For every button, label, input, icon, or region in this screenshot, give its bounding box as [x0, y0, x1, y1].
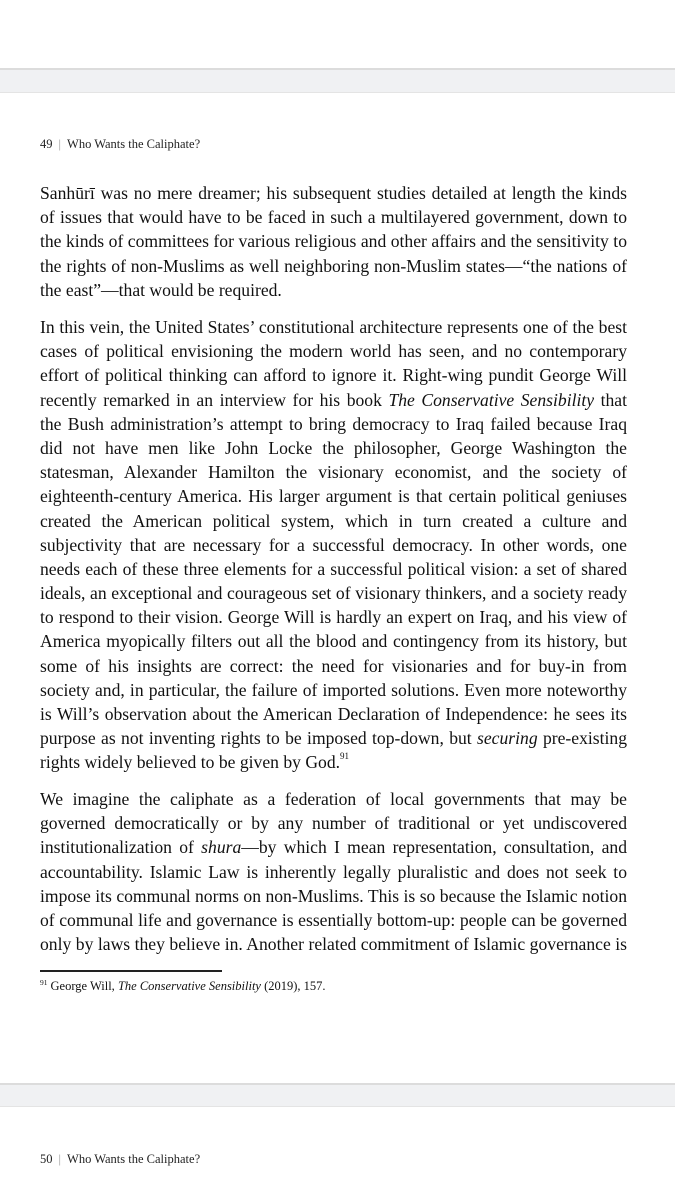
footnote-number: 91: [40, 978, 48, 987]
text-line: [40, 363, 627, 387]
text-segment: the east”—that would be required.: [40, 279, 282, 300]
text-segment: did not have men like John Locke the philosopher, George Washington the: [40, 437, 627, 458]
text-segment: We imagine the caliphate as a federation of local governments that may be: [40, 789, 627, 809]
italic-text: securing: [477, 728, 538, 749]
text-segment: is Will’s observation about the American Declaration of Independence: he sees its: [40, 704, 627, 724]
text-line: [40, 509, 627, 533]
text-segment: cases of political envisioning the modern world has seen, and no contemporary: [40, 341, 627, 362]
text-segment: the kinds of committees for various religious and other affairs and the sensitivity to: [40, 231, 627, 252]
text-segment: society and, in particular, the failure of imported solutions. Even more noteworthy: [40, 679, 627, 700]
text-segment: recently remarked in an interview for his book: [40, 389, 389, 410]
text-line: [40, 678, 627, 702]
text-segment: purpose as not inventing rights to be imposed top-down, but: [40, 728, 478, 749]
text-segment: created the American political system, which in turn created a culture and: [40, 510, 627, 531]
text-segment: the rights of non-Muslims as well neighboring non-Muslim states—“the nations of: [40, 255, 627, 276]
text-segment: of issues that would have to be faced in such a multilayered government, down to: [40, 207, 627, 228]
book-title: Who Wants the Caliphate?: [67, 137, 201, 151]
footnote-book-title: The Conservative Sensibility: [117, 979, 261, 993]
text-line: [40, 787, 627, 811]
footnote-reference: 91: [340, 751, 350, 762]
text-line: [40, 484, 627, 508]
text-line: [40, 436, 627, 460]
text-line: [40, 315, 627, 339]
paragraph-3: [40, 787, 627, 956]
text-segment: accountability. Islamic Law is inherently legally pluralistic and does not seek to: [40, 861, 627, 882]
footnote: [40, 979, 326, 994]
italic-text: The Conservative Sensibility: [388, 389, 595, 410]
text-line: [40, 605, 627, 629]
text-segment: statesman, Alexander Hamilton the visionary economist, and the society of: [40, 462, 627, 483]
page-number: 50: [40, 1152, 53, 1166]
text-segment: impose its communal norms on non-Muslims. This is so because the Islamic notion: [40, 885, 627, 906]
text-segment: —by which I mean representation, consultation, and: [241, 837, 627, 858]
text-line: [40, 581, 627, 605]
text-line: [40, 181, 627, 205]
running-header: [40, 137, 200, 152]
footnote-citation: (2019), 157.: [260, 979, 326, 993]
text-line: [40, 533, 627, 557]
running-header-next-page: [40, 1152, 200, 1167]
text-segment: effort of political thinking can afford to ignore it. Right-wing pundit George Will: [40, 365, 627, 386]
text-segment: of communal life and governance is essentially bottom-up: people can be governed: [40, 909, 627, 930]
text-line: [40, 750, 627, 774]
page-gap-top: [0, 68, 675, 93]
text-line: [40, 908, 627, 932]
footnote-divider: [40, 970, 222, 972]
header-separator: |: [58, 137, 62, 151]
text-line: [40, 557, 627, 581]
paragraph-2: [40, 315, 627, 775]
italic-text: shura: [201, 837, 242, 858]
text-segment: ideals, an exceptional and courageous set of visionary thinkers, and a society ready: [40, 583, 627, 604]
text-line: [40, 278, 627, 302]
text-line: [40, 860, 627, 884]
text-segment: to respond to their vision. George Will is hardly an expert on Iraq, and his view of: [40, 607, 627, 628]
text-line: [40, 932, 627, 956]
text-line: [40, 629, 627, 653]
text-line: [40, 339, 627, 363]
text-line: [40, 726, 627, 750]
text-segment: only by laws they believe in. Another related commitment of Islamic governance is: [40, 934, 627, 955]
header-separator: |: [58, 1152, 62, 1166]
text-line: [40, 460, 627, 484]
footnote-author: George Will,: [50, 979, 118, 993]
text-line: [40, 835, 627, 859]
page-gap-bottom: [0, 1083, 675, 1107]
text-segment: Sanhūrī was no mere dreamer; his subsequent studies detailed at length the kinds: [40, 183, 627, 203]
text-line: [40, 254, 627, 278]
text-line: [40, 811, 627, 835]
text-segment: needs each of these three elements for a successful political vision: a set of shared: [40, 558, 627, 579]
book-title: Who Wants the Caliphate?: [67, 1152, 201, 1166]
text-segment: subjectivity that are necessary for a successful democracy. In other words, one: [40, 534, 627, 555]
text-segment: institutionalization of: [40, 837, 202, 858]
text-line: [40, 702, 627, 726]
text-segment: America myopically filters out all the blood and contingency from its history, but: [40, 631, 627, 652]
text-line: [40, 205, 627, 229]
text-line: [40, 654, 627, 678]
text-segment: In this vein, the United States’ constitutional architecture represents one of the best: [40, 317, 627, 337]
text-line: [40, 884, 627, 908]
text-line: [40, 412, 627, 436]
text-segment: rights widely believed to be given by God.: [40, 752, 341, 773]
text-segment: governed democratically or by any number of traditional or yet undiscovered: [40, 813, 627, 834]
text-segment: some of his insights are correct: the need for visionaries and for buy-in from: [40, 655, 627, 676]
text-segment: eighteenth-century America. His larger argument is that certain political geniuses: [40, 486, 627, 507]
text-segment: the Bush administration’s attempt to bring democracy to Iraq failed because Iraq: [40, 413, 627, 434]
text-segment: pre-existing: [537, 728, 628, 749]
text-segment: that: [594, 389, 627, 410]
paragraph-1: [40, 181, 627, 302]
text-line: [40, 229, 627, 253]
page-number: 49: [40, 137, 53, 151]
text-line: [40, 388, 627, 412]
